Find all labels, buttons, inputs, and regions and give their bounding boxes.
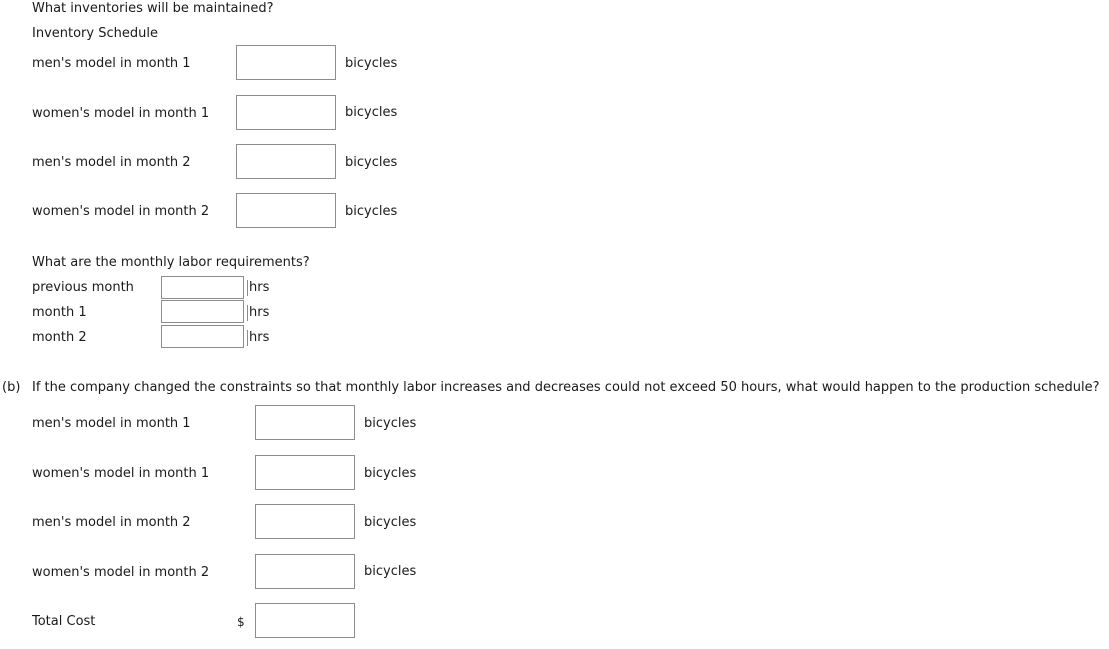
b-input-women-month-2[interactable] — [255, 554, 355, 589]
inv-row-label-3: women's model in month 2 — [32, 204, 210, 219]
b-input-men-month-1[interactable] — [255, 405, 355, 440]
labor-row-unit-1: hrs — [249, 305, 270, 320]
inv-input-women-month-2[interactable] — [236, 193, 336, 228]
labor-question: What are the monthly labor requirements? — [32, 255, 310, 270]
b-row-unit-0: bicycles — [364, 416, 417, 431]
inventory-schedule-heading: Inventory Schedule — [32, 26, 158, 41]
b-row-unit-2: bicycles — [364, 515, 417, 530]
b-input-women-month-1[interactable] — [255, 455, 355, 490]
b-row-label-3: women's model in month 2 — [32, 565, 210, 580]
labor-row-label-0: previous month — [32, 280, 134, 295]
inv-row-label-0: men's model in month 1 — [32, 56, 191, 71]
inv-row-unit-2: bicycles — [345, 155, 398, 170]
dollar-sign: $ — [237, 615, 245, 629]
inv-row-label-2: men's model in month 2 — [32, 155, 191, 170]
b-row-unit-3: bicycles — [364, 564, 417, 579]
inv-input-women-month-1[interactable] — [236, 95, 336, 130]
inv-row-unit-1: bicycles — [345, 105, 398, 120]
total-cost-input[interactable] — [255, 603, 355, 638]
b-row-label-2: men's model in month 2 — [32, 515, 191, 530]
labor-input-month-1[interactable] — [161, 300, 244, 323]
b-input-men-month-2[interactable] — [255, 504, 355, 539]
labor-row-label-2: month 2 — [32, 330, 87, 345]
inv-row-label-1: women's model in month 1 — [32, 106, 210, 121]
inv-row-unit-3: bicycles — [345, 204, 398, 219]
labor-input-previous-month[interactable] — [161, 276, 244, 299]
inventory-question: What inventories will be maintained? — [32, 1, 274, 16]
labor-row-unit-2: hrs — [249, 330, 270, 345]
inv-input-men-month-2[interactable] — [236, 144, 336, 179]
part-b-question: If the company changed the constraints so that monthly labor increases and decreases could not exceed 50 hours, what would happen to the production schedule? — [32, 380, 1100, 395]
inv-row-unit-0: bicycles — [345, 56, 398, 71]
labor-row-unit-0: hrs — [249, 280, 270, 295]
total-cost-label: Total Cost — [32, 614, 96, 629]
inv-input-men-month-1[interactable] — [236, 45, 336, 80]
part-b-marker: (b) — [2, 380, 21, 395]
b-row-label-1: women's model in month 1 — [32, 466, 210, 481]
labor-input-month-2[interactable] — [161, 325, 244, 348]
labor-row-label-1: month 1 — [32, 305, 87, 320]
b-row-unit-1: bicycles — [364, 466, 417, 481]
b-row-label-0: men's model in month 1 — [32, 416, 191, 431]
